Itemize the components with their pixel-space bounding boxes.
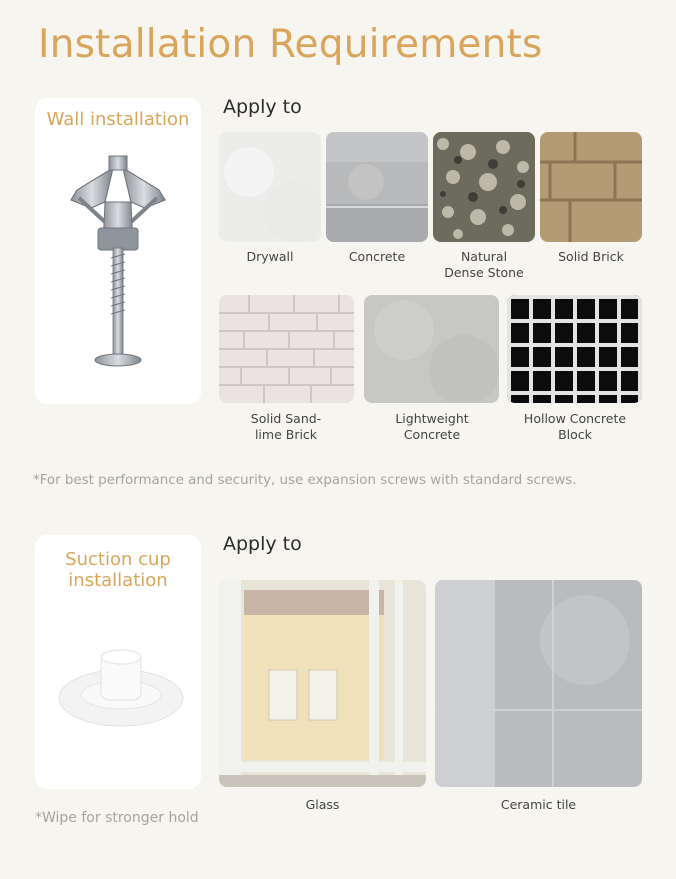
- material-caption: Drywall: [246, 249, 294, 264]
- wall-installation-card: [35, 98, 201, 404]
- hollow-concrete-block-image: [507, 295, 642, 403]
- concrete-image: [326, 132, 428, 242]
- material-caption: Glass: [305, 797, 340, 812]
- suction-cup-card: [35, 535, 201, 789]
- suction-cup-image: [35, 535, 201, 789]
- sand-lime-brick-image: [219, 295, 354, 403]
- material-caption: Natural Dense Stone: [444, 249, 524, 280]
- ceramic-tile-image: [435, 580, 642, 787]
- material-caption: Concrete: [348, 249, 406, 264]
- wall-installation-title: Wall installation: [46, 109, 190, 130]
- natural-stone-image: [433, 132, 535, 242]
- material-caption: Hollow Concrete Block: [523, 411, 627, 442]
- suction-cup-title: Suction cup installation: [65, 549, 171, 591]
- suction-cup-note: *Wipe for stronger hold: [35, 810, 199, 826]
- wall-anchor-image: [35, 98, 201, 404]
- material-caption: Lightweight Concrete: [395, 411, 469, 442]
- drywall-image: [219, 132, 321, 242]
- material-caption: Solid Brick: [558, 249, 624, 264]
- wall-installation-note: *For best performance and security, use expansion screws with standard screws.: [33, 473, 577, 488]
- solid-brick-image: [540, 132, 642, 242]
- suction-apply-to-label: Apply to: [223, 533, 302, 555]
- material-caption: Solid Sand-lime Brick: [250, 411, 322, 442]
- lightweight-concrete-image: [364, 295, 499, 403]
- page-title: Installation Requirements: [38, 22, 543, 67]
- glass-image: [219, 580, 426, 787]
- material-caption: Ceramic tile: [500, 797, 577, 812]
- wall-apply-to-label: Apply to: [223, 96, 302, 118]
